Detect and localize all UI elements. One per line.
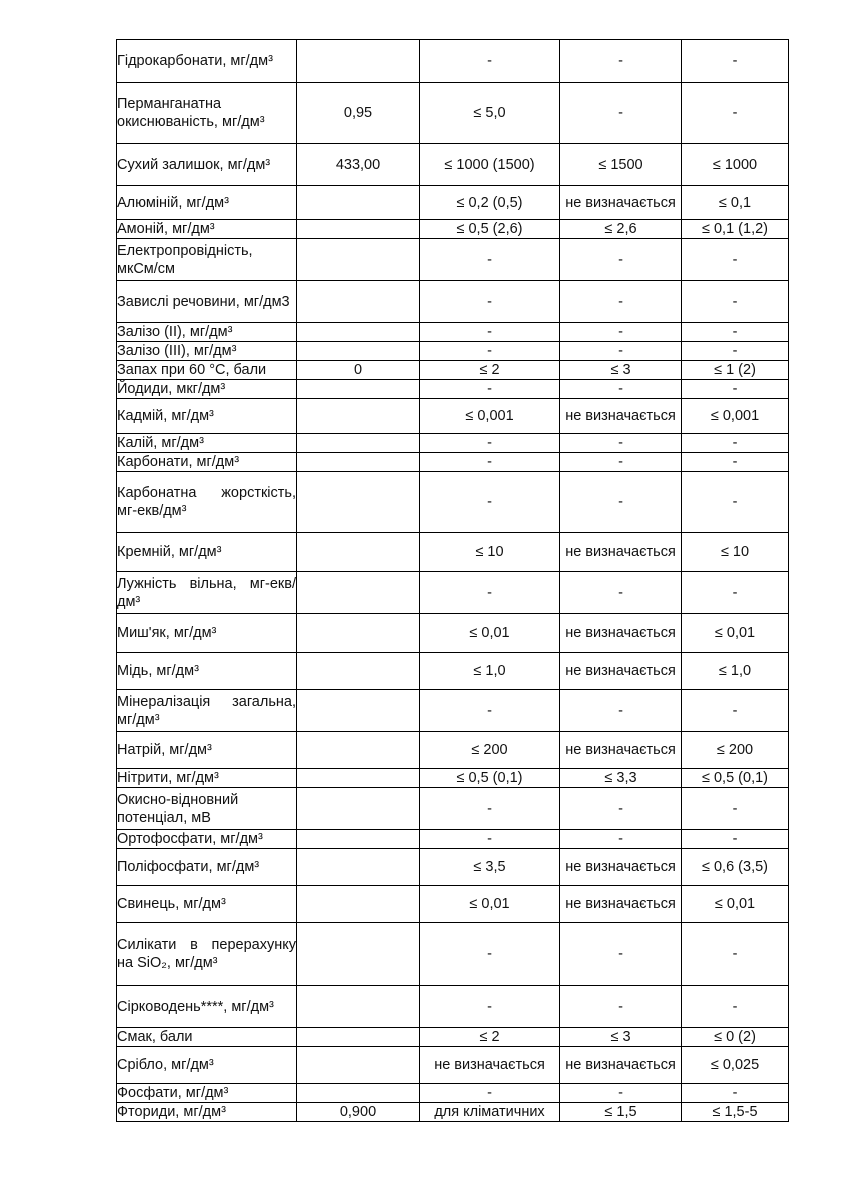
norm-column-3-cell: ≤ 0,025 (682, 1047, 789, 1084)
table-row (117, 186, 789, 220)
norm-column-1-cell: ≤ 2 (420, 1028, 560, 1047)
measured-value-cell (297, 1047, 420, 1084)
norm-column-3-cell: ≤ 10 (682, 533, 789, 572)
norm-column-1-cell: ≤ 10 (420, 533, 560, 572)
norm-column-1-cell: - (420, 690, 560, 732)
parameter-name-cell: Гідрокарбонати, мг/дм³ (117, 40, 297, 83)
table-row (117, 769, 789, 788)
norm-column-1-cell: - (420, 830, 560, 849)
measured-value-cell: 433,00 (297, 144, 420, 186)
measured-value-cell: 0 (297, 361, 420, 380)
table-row (117, 380, 789, 399)
measured-value-cell: 0,900 (297, 1103, 420, 1122)
parameter-name-cell: Перманганатна окиснюваність, мг/дм³ (117, 83, 297, 144)
norm-column-3-cell: ≤ 1 (2) (682, 361, 789, 380)
norm-column-3-cell: ≤ 0 (2) (682, 1028, 789, 1047)
table-row (117, 434, 789, 453)
norm-column-2-cell: ≤ 3 (560, 1028, 682, 1047)
norm-column-2-cell: ≤ 3 (560, 361, 682, 380)
parameter-name-cell: Сірководень****, мг/дм³ (117, 986, 297, 1028)
norm-column-3-cell: - (682, 923, 789, 986)
parameter-name-cell: Мідь, мг/дм³ (117, 653, 297, 690)
table-row (117, 399, 789, 434)
table-row (117, 281, 789, 323)
norm-column-3-cell: - (682, 788, 789, 830)
norm-column-2-cell: - (560, 323, 682, 342)
parameter-name-cell: Калій, мг/дм³ (117, 434, 297, 453)
norm-column-3-cell: - (682, 572, 789, 614)
norm-column-2-cell: не визначається (560, 533, 682, 572)
measured-value-cell (297, 572, 420, 614)
norm-column-3-cell: - (682, 380, 789, 399)
parameter-name-cell: Кремній, мг/дм³ (117, 533, 297, 572)
norm-column-2-cell: ≤ 3,3 (560, 769, 682, 788)
norm-column-3-cell: - (682, 83, 789, 144)
measured-value-cell: 0,95 (297, 83, 420, 144)
norm-column-2-cell: - (560, 281, 682, 323)
norm-column-1-cell: ≤ 0,5 (0,1) (420, 769, 560, 788)
norm-column-1-cell: для кліматичних (420, 1103, 560, 1122)
norm-column-1-cell: - (420, 986, 560, 1028)
norm-column-3-cell: ≤ 0,5 (0,1) (682, 769, 789, 788)
measured-value-cell (297, 323, 420, 342)
norm-column-3-cell: ≤ 0,01 (682, 886, 789, 923)
norm-column-1-cell: - (420, 434, 560, 453)
norm-column-2-cell: - (560, 1084, 682, 1103)
measured-value-cell (297, 788, 420, 830)
measured-value-cell (297, 1028, 420, 1047)
norm-column-3-cell: ≤ 0,1 (1,2) (682, 220, 789, 239)
parameter-name-cell: Карбонати, мг/дм³ (117, 453, 297, 472)
parameter-name-cell: Силікати в перерахунку на SiO₂, мг/дм³ (117, 923, 297, 986)
table-row (117, 886, 789, 923)
norm-column-1-cell: - (420, 572, 560, 614)
table-row (117, 453, 789, 472)
norm-column-1-cell: ≤ 0,001 (420, 399, 560, 434)
measured-value-cell (297, 690, 420, 732)
parameter-name-cell: Фториди, мг/дм³ (117, 1103, 297, 1122)
parameter-name-cell: Срібло, мг/дм³ (117, 1047, 297, 1084)
norm-column-2-cell: - (560, 923, 682, 986)
parameter-name-cell: Окисно-відновний потенціал, мВ (117, 788, 297, 830)
table-row (117, 1028, 789, 1047)
norm-column-1-cell: ≤ 0,5 (2,6) (420, 220, 560, 239)
norm-column-2-cell: - (560, 986, 682, 1028)
norm-column-2-cell: - (560, 434, 682, 453)
table-row (117, 830, 789, 849)
norm-column-1-cell: ≤ 1000 (1500) (420, 144, 560, 186)
norm-column-2-cell: не визначається (560, 732, 682, 769)
measured-value-cell (297, 186, 420, 220)
table-row (117, 572, 789, 614)
norm-column-1-cell: - (420, 472, 560, 533)
table-row (117, 923, 789, 986)
table-body (117, 40, 789, 1122)
norm-column-2-cell: - (560, 572, 682, 614)
norm-column-1-cell: ≤ 5,0 (420, 83, 560, 144)
norm-column-2-cell: ≤ 2,6 (560, 220, 682, 239)
norm-column-3-cell: - (682, 342, 789, 361)
norm-column-3-cell: - (682, 323, 789, 342)
norm-column-2-cell: ≤ 1,5 (560, 1103, 682, 1122)
norm-column-1-cell: ≤ 2 (420, 361, 560, 380)
norm-column-1-cell: ≤ 3,5 (420, 849, 560, 886)
parameter-name-cell: Натрій, мг/дм³ (117, 732, 297, 769)
table-row (117, 653, 789, 690)
norm-column-2-cell: - (560, 40, 682, 83)
parameter-name-cell: Карбонатна жорсткість, мг-екв/дм³ (117, 472, 297, 533)
norm-column-3-cell: - (682, 690, 789, 732)
measured-value-cell (297, 886, 420, 923)
norm-column-1-cell: - (420, 342, 560, 361)
table-row (117, 220, 789, 239)
measured-value-cell (297, 342, 420, 361)
norm-column-2-cell: - (560, 380, 682, 399)
measured-value-cell (297, 239, 420, 281)
norm-column-1-cell: ≤ 0,2 (0,5) (420, 186, 560, 220)
norm-column-1-cell: - (420, 323, 560, 342)
table-row (117, 849, 789, 886)
parameter-name-cell: Залізо (III), мг/дм³ (117, 342, 297, 361)
norm-column-2-cell: - (560, 690, 682, 732)
parameter-name-cell: Ортофосфати, мг/дм³ (117, 830, 297, 849)
measured-value-cell (297, 849, 420, 886)
table-row (117, 361, 789, 380)
parameter-name-cell: Фосфати, мг/дм³ (117, 1084, 297, 1103)
norm-column-2-cell: ≤ 1500 (560, 144, 682, 186)
measured-value-cell (297, 40, 420, 83)
norm-column-2-cell: - (560, 239, 682, 281)
parameter-name-cell: Мінералізація загальна, мг/дм³ (117, 690, 297, 732)
norm-column-3-cell: ≤ 0,6 (3,5) (682, 849, 789, 886)
parameter-name-cell: Сухий залишок, мг/дм³ (117, 144, 297, 186)
parameter-name-cell: Свинець, мг/дм³ (117, 886, 297, 923)
table-row (117, 1103, 789, 1122)
norm-column-2-cell: не визначається (560, 849, 682, 886)
norm-column-3-cell: ≤ 1,0 (682, 653, 789, 690)
norm-column-2-cell: - (560, 472, 682, 533)
table-row (117, 788, 789, 830)
table-row (117, 986, 789, 1028)
norm-column-2-cell: не визначається (560, 886, 682, 923)
norm-column-1-cell: - (420, 1084, 560, 1103)
measured-value-cell (297, 614, 420, 653)
measured-value-cell (297, 434, 420, 453)
measured-value-cell (297, 732, 420, 769)
parameter-name-cell: Амоній, мг/дм³ (117, 220, 297, 239)
measured-value-cell (297, 399, 420, 434)
parameter-name-cell: Лужність вільна, мг-екв/дм³ (117, 572, 297, 614)
measured-value-cell (297, 380, 420, 399)
norm-column-1-cell: - (420, 923, 560, 986)
measured-value-cell (297, 1084, 420, 1103)
norm-column-2-cell: - (560, 830, 682, 849)
norm-column-3-cell: - (682, 986, 789, 1028)
table-row (117, 83, 789, 144)
table-row (117, 690, 789, 732)
parameter-name-cell: Завислі речовини, мг/дм3 (117, 281, 297, 323)
norm-column-3-cell: ≤ 1,5-5 (682, 1103, 789, 1122)
norm-column-3-cell: ≤ 0,001 (682, 399, 789, 434)
norm-column-3-cell: - (682, 434, 789, 453)
table-row (117, 732, 789, 769)
norm-column-3-cell: - (682, 472, 789, 533)
norm-column-2-cell: не визначається (560, 614, 682, 653)
table-row (117, 323, 789, 342)
table-row (117, 472, 789, 533)
measured-value-cell (297, 653, 420, 690)
measured-value-cell (297, 923, 420, 986)
norm-column-1-cell: ≤ 1,0 (420, 653, 560, 690)
norm-column-1-cell: - (420, 40, 560, 83)
norm-column-3-cell: - (682, 453, 789, 472)
water-quality-table (116, 39, 789, 1122)
parameter-name-cell: Нітрити, мг/дм³ (117, 769, 297, 788)
table-row (117, 239, 789, 281)
norm-column-3-cell: - (682, 40, 789, 83)
measured-value-cell (297, 281, 420, 323)
measured-value-cell (297, 453, 420, 472)
measured-value-cell (297, 533, 420, 572)
norm-column-3-cell: - (682, 239, 789, 281)
norm-column-2-cell: - (560, 83, 682, 144)
norm-column-2-cell: - (560, 342, 682, 361)
table-row (117, 1084, 789, 1103)
norm-column-3-cell: ≤ 0,1 (682, 186, 789, 220)
table-row (117, 533, 789, 572)
table-row (117, 614, 789, 653)
parameter-name-cell: Поліфосфати, мг/дм³ (117, 849, 297, 886)
measured-value-cell (297, 830, 420, 849)
norm-column-3-cell: - (682, 1084, 789, 1103)
norm-column-3-cell: - (682, 830, 789, 849)
norm-column-1-cell: ≤ 0,01 (420, 614, 560, 653)
parameter-name-cell: Алюміній, мг/дм³ (117, 186, 297, 220)
norm-column-2-cell: не визначається (560, 653, 682, 690)
norm-column-1-cell: - (420, 788, 560, 830)
parameter-name-cell: Смак, бали (117, 1028, 297, 1047)
norm-column-1-cell: - (420, 281, 560, 323)
norm-column-1-cell: - (420, 453, 560, 472)
norm-column-1-cell: ≤ 0,01 (420, 886, 560, 923)
measured-value-cell (297, 220, 420, 239)
parameter-name-cell: Кадмій, мг/дм³ (117, 399, 297, 434)
table-row (117, 40, 789, 83)
table-row (117, 144, 789, 186)
norm-column-1-cell: ≤ 200 (420, 732, 560, 769)
parameter-name-cell: Запах при 60 °С, бали (117, 361, 297, 380)
norm-column-3-cell: ≤ 1000 (682, 144, 789, 186)
parameter-name-cell: Залізо (II), мг/дм³ (117, 323, 297, 342)
table-row (117, 342, 789, 361)
measured-value-cell (297, 769, 420, 788)
norm-column-2-cell: не визначається (560, 1047, 682, 1084)
norm-column-2-cell: - (560, 453, 682, 472)
parameter-name-cell: Миш'як, мг/дм³ (117, 614, 297, 653)
norm-column-3-cell: ≤ 0,01 (682, 614, 789, 653)
norm-column-2-cell: - (560, 788, 682, 830)
norm-column-2-cell: не визначається (560, 186, 682, 220)
measured-value-cell (297, 986, 420, 1028)
norm-column-1-cell: - (420, 239, 560, 281)
norm-column-3-cell: - (682, 281, 789, 323)
measured-value-cell (297, 472, 420, 533)
norm-column-2-cell: не визначається (560, 399, 682, 434)
norm-column-1-cell: - (420, 380, 560, 399)
parameter-name-cell: Електропровідність, мкСм/см (117, 239, 297, 281)
parameter-name-cell: Йодиди, мкг/дм³ (117, 380, 297, 399)
norm-column-3-cell: ≤ 200 (682, 732, 789, 769)
table-row (117, 1047, 789, 1084)
norm-column-1-cell: не визначається (420, 1047, 560, 1084)
